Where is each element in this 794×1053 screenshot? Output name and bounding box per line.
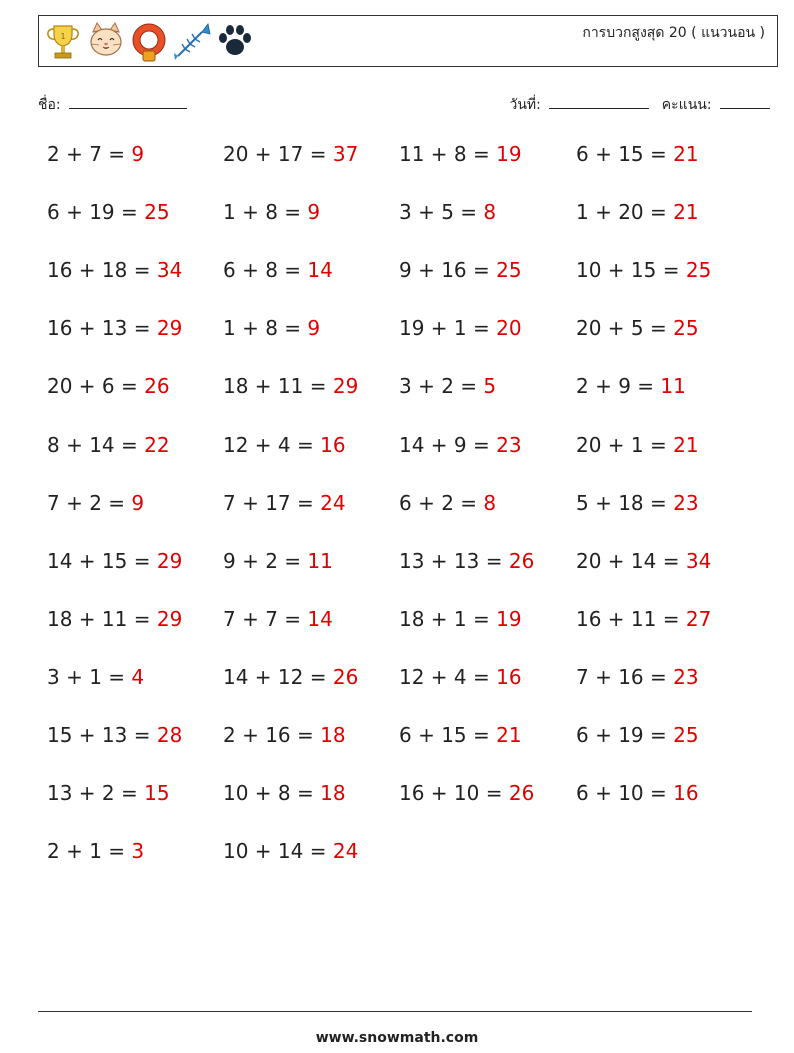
problem-item [223, 200, 320, 224]
problem-question: 10 + 15 = [576, 258, 686, 283]
worksheet-header [38, 15, 778, 67]
problem-answer: 9 [131, 490, 145, 515]
problem-question: 10 + 14 = [223, 839, 333, 864]
problem-answer: 27 [685, 606, 712, 631]
problem-question: 7 + 7 = [223, 606, 308, 631]
problem-item [576, 723, 699, 747]
problem-question: 2 + 7 = [47, 142, 132, 166]
problem-item [223, 258, 333, 282]
problem-item [399, 433, 522, 457]
problem-item [576, 781, 699, 805]
problem-answer: 22 [144, 432, 170, 457]
problem-question: 6 + 15 = [399, 723, 497, 747]
problem-item [223, 607, 333, 631]
problem-answer: 9 [131, 142, 145, 166]
problem-item [399, 316, 522, 340]
life-ring-icon [129, 20, 169, 64]
problem-item [223, 723, 346, 747]
date-score-fields [509, 94, 770, 116]
problem-answer: 19 [496, 142, 522, 166]
problem-item [399, 781, 534, 805]
problem-question: 10 + 8 = [223, 781, 321, 806]
problem-question: 16 + 13 = [47, 316, 157, 341]
problem-item [399, 549, 534, 573]
name-field [38, 94, 187, 116]
problem-answer: 24 [332, 839, 359, 864]
problem-item [399, 142, 522, 166]
problem-question: 13 + 2 = [47, 781, 145, 806]
problem-question: 2 + 1 = [47, 839, 132, 864]
problem-answer: 26 [508, 781, 535, 806]
problem-item [47, 839, 144, 863]
problem-question: 7 + 16 = [576, 664, 674, 689]
problem-question: 20 + 17 = [223, 142, 333, 166]
problem-item [223, 142, 358, 166]
problem-question: 7 + 17 = [223, 490, 321, 515]
problem-item [576, 549, 711, 573]
problem-question: 3 + 1 = [47, 664, 132, 689]
problem-item [399, 491, 496, 515]
problem-item [576, 491, 699, 515]
problem-answer: 29 [156, 606, 183, 631]
problem-item [47, 142, 144, 166]
worksheet-title: การบวกสูงสุด 20 ( แนวนอน ) [582, 25, 765, 41]
problem-question: 2 + 9 = [576, 374, 661, 399]
problem-item [47, 607, 182, 631]
trophy-icon [43, 20, 83, 64]
problem-answer: 29 [332, 374, 359, 399]
problem-item [576, 433, 699, 457]
problem-answer: 37 [332, 142, 359, 166]
problem-question: 16 + 11 = [576, 606, 686, 631]
problem-item [399, 374, 496, 398]
problem-answer: 21 [673, 200, 699, 225]
svg-text:1: 1 [60, 32, 66, 41]
problem-item [399, 665, 522, 689]
problem-item [47, 433, 170, 457]
problem-question: 18 + 11 = [47, 606, 157, 631]
cat-face-icon [86, 20, 126, 64]
problem-answer: 11 [307, 548, 333, 573]
problem-item [576, 665, 699, 689]
paw-print-icon [215, 20, 255, 64]
problem-item [576, 258, 711, 282]
problem-answer: 21 [673, 142, 699, 166]
problem-answer: 14 [307, 258, 333, 283]
problem-answer: 15 [144, 781, 170, 806]
problem-answer: 18 [320, 723, 346, 747]
problem-item [576, 142, 699, 166]
problem-question: 3 + 2 = [399, 374, 484, 399]
problem-answer: 16 [320, 432, 346, 457]
problem-answer: 25 [496, 258, 522, 283]
problem-answer: 29 [156, 316, 183, 341]
problem-answer: 8 [483, 490, 497, 515]
problem-question: 15 + 13 = [47, 723, 157, 747]
footer-divider [38, 1011, 752, 1012]
problem-question: 6 + 2 = [399, 490, 484, 515]
problem-question: 12 + 4 = [223, 432, 321, 457]
problem-item [223, 665, 358, 689]
problem-item [399, 607, 522, 631]
problem-item [47, 200, 170, 224]
problem-question: 20 + 1 = [576, 432, 674, 457]
score-blank-line [720, 94, 770, 109]
problem-question: 14 + 12 = [223, 664, 333, 689]
problem-answer: 19 [496, 606, 522, 631]
problem-item [576, 316, 699, 340]
problem-question: 12 + 4 = [399, 664, 497, 689]
problem-item [399, 258, 522, 282]
problem-question: 6 + 8 = [223, 258, 308, 283]
problem-answer: 8 [483, 200, 497, 225]
problem-answer: 23 [673, 664, 699, 689]
problem-answer: 14 [307, 606, 333, 631]
problem-question: 6 + 19 = [47, 200, 145, 225]
problem-answer: 25 [673, 316, 699, 341]
problem-question: 6 + 15 = [576, 142, 674, 166]
problem-question: 2 + 16 = [223, 723, 321, 747]
problem-item [47, 781, 170, 805]
name-label: ชื่อ: [38, 97, 61, 113]
problem-question: 1 + 8 = [223, 200, 308, 225]
problem-question: 8 + 14 = [47, 432, 145, 457]
problem-answer: 25 [144, 200, 170, 225]
problem-item [47, 549, 182, 573]
problem-answer: 25 [685, 258, 712, 283]
problem-item [47, 316, 182, 340]
problem-answer: 9 [307, 316, 321, 341]
problem-question: 3 + 5 = [399, 200, 484, 225]
problem-question: 16 + 18 = [47, 258, 157, 283]
problem-item [47, 665, 144, 689]
problem-question: 13 + 13 = [399, 548, 509, 573]
problem-question: 14 + 15 = [47, 548, 157, 573]
problem-question: 14 + 9 = [399, 432, 497, 457]
problem-question: 9 + 16 = [399, 258, 497, 283]
problem-answer: 16 [673, 781, 699, 806]
problem-answer: 9 [307, 200, 321, 225]
problem-question: 7 + 2 = [47, 490, 132, 515]
problem-item [223, 374, 358, 398]
problem-answer: 26 [332, 664, 359, 689]
problem-question: 6 + 19 = [576, 723, 674, 747]
problem-answer: 29 [156, 548, 183, 573]
problem-question: 18 + 11 = [223, 374, 333, 399]
problem-item [576, 607, 711, 631]
problem-item [223, 781, 346, 805]
problem-question: 11 + 8 = [399, 142, 497, 166]
problem-answer: 34 [156, 258, 183, 283]
fish-skeleton-icon [172, 20, 212, 64]
footer-site: www.snowmath.com [315, 1030, 479, 1046]
problem-item [47, 491, 144, 515]
problem-answer: 18 [320, 781, 346, 806]
problem-item [223, 839, 358, 863]
problem-question: 20 + 14 = [576, 548, 686, 573]
problem-item [47, 723, 182, 747]
problem-answer: 5 [483, 374, 497, 399]
problem-question: 1 + 20 = [576, 200, 674, 225]
problem-answer: 21 [673, 432, 699, 457]
problem-question: 18 + 1 = [399, 606, 497, 631]
problem-answer: 26 [508, 548, 535, 573]
problem-item [399, 200, 496, 224]
problem-question: 1 + 8 = [223, 316, 308, 341]
problem-item [223, 433, 346, 457]
problem-answer: 34 [685, 548, 712, 573]
problem-question: 9 + 2 = [223, 548, 308, 573]
problem-question: 16 + 10 = [399, 781, 509, 806]
date-blank-line [549, 94, 649, 109]
problem-answer: 21 [496, 723, 522, 747]
problem-answer: 4 [131, 664, 145, 689]
problem-question: 19 + 1 = [399, 316, 497, 341]
problem-question: 20 + 5 = [576, 316, 674, 341]
problem-answer: 20 [496, 316, 522, 341]
problem-answer: 23 [673, 490, 699, 515]
name-blank-line [69, 94, 187, 109]
header-icons [43, 18, 258, 66]
problem-answer: 23 [496, 432, 522, 457]
problem-item [47, 374, 170, 398]
problem-answer: 24 [320, 490, 346, 515]
problem-answer: 28 [156, 723, 183, 747]
problem-question: 5 + 18 = [576, 490, 674, 515]
problem-answer: 26 [144, 374, 170, 399]
problem-question: 20 + 6 = [47, 374, 145, 399]
problem-item [223, 549, 333, 573]
problem-item [223, 491, 346, 515]
problem-answer: 11 [660, 374, 686, 399]
score-label: คะแนน: [661, 97, 712, 113]
problem-answer: 3 [131, 839, 145, 864]
problem-item [576, 200, 699, 224]
problem-item [399, 723, 522, 747]
problem-item [576, 374, 686, 398]
problem-answer: 16 [496, 664, 522, 689]
problem-item [223, 316, 320, 340]
problem-answer: 25 [673, 723, 699, 747]
problem-question: 6 + 10 = [576, 781, 674, 806]
date-label: วันที่: [509, 97, 541, 113]
problem-item [47, 258, 182, 282]
